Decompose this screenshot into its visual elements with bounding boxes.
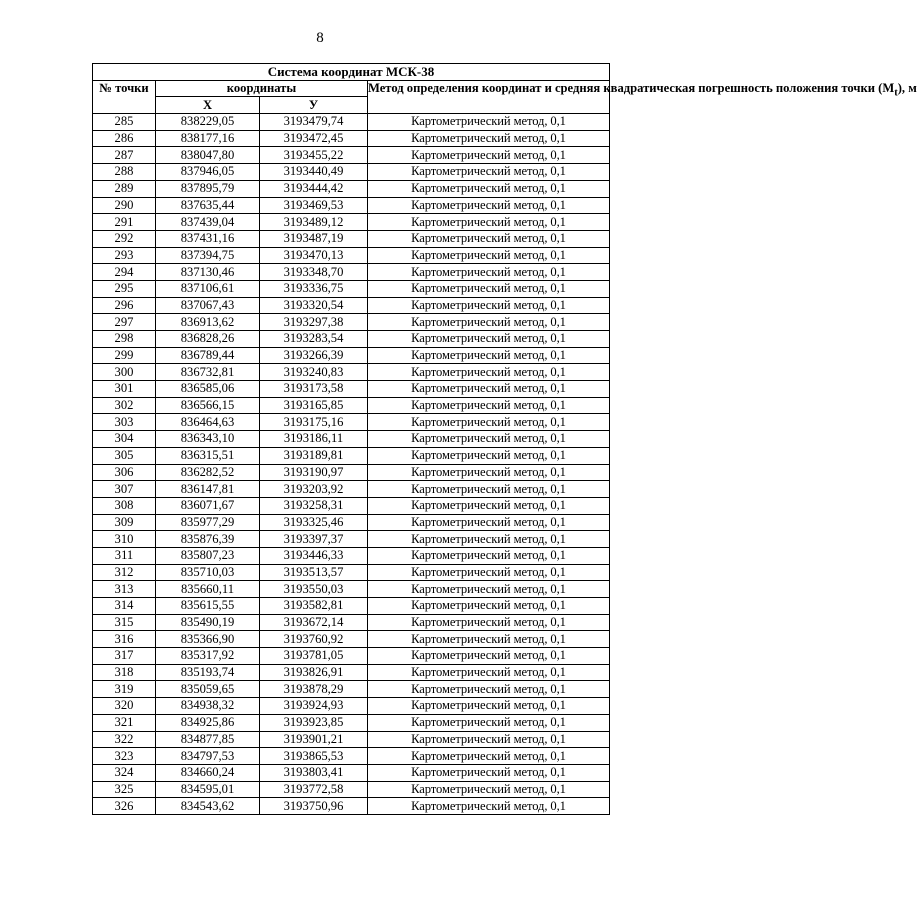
cell-point-number: 289 xyxy=(93,180,156,197)
table-row xyxy=(93,764,610,781)
cell-method: Картометрический метод, 0,1 xyxy=(368,481,610,498)
cell-point-number: 300 xyxy=(93,364,156,381)
cell-y: 3193924,93 xyxy=(260,698,368,715)
cell-x: 837067,43 xyxy=(156,297,260,314)
cell-method: Картометрический метод, 0,1 xyxy=(368,114,610,131)
cell-y: 3193550,03 xyxy=(260,581,368,598)
table-row xyxy=(93,347,610,364)
cell-method: Картометрический метод, 0,1 xyxy=(368,414,610,431)
cell-x: 835977,29 xyxy=(156,514,260,531)
cell-y: 3193750,96 xyxy=(260,798,368,815)
cell-y: 3193297,38 xyxy=(260,314,368,331)
cell-method: Картометрический метод, 0,1 xyxy=(368,514,610,531)
cell-y: 3193781,05 xyxy=(260,648,368,665)
cell-point-number: 296 xyxy=(93,297,156,314)
method-header xyxy=(368,80,917,113)
table-body xyxy=(93,114,610,815)
cell-y: 3193672,14 xyxy=(260,614,368,631)
cell-y: 3193760,92 xyxy=(260,631,368,648)
cell-method: Картометрический метод, 0,1 xyxy=(368,531,610,548)
cell-method: Картометрический метод, 0,1 xyxy=(368,264,610,281)
table-row xyxy=(93,314,610,331)
table-row xyxy=(93,748,610,765)
cell-x: 835490,19 xyxy=(156,614,260,631)
table-row xyxy=(93,197,610,214)
cell-method: Картометрический метод, 0,1 xyxy=(368,648,610,665)
cell-x: 836585,06 xyxy=(156,381,260,398)
table-row xyxy=(93,264,610,281)
cell-method: Картометрический метод, 0,1 xyxy=(368,364,610,381)
cell-y: 3193803,41 xyxy=(260,764,368,781)
cell-point-number: 311 xyxy=(93,547,156,564)
cell-method: Картометрический метод, 0,1 xyxy=(368,547,610,564)
cell-y: 3193175,16 xyxy=(260,414,368,431)
cell-x: 835807,23 xyxy=(156,547,260,564)
table-row xyxy=(93,130,610,147)
cell-point-number: 319 xyxy=(93,681,156,698)
cell-y: 3193325,46 xyxy=(260,514,368,531)
coordinates-header: координаты xyxy=(156,80,368,97)
cell-point-number: 299 xyxy=(93,347,156,364)
cell-x: 836789,44 xyxy=(156,347,260,364)
cell-point-number: 322 xyxy=(93,731,156,748)
cell-point-number: 313 xyxy=(93,581,156,598)
cell-point-number: 309 xyxy=(93,514,156,531)
cell-x: 834797,53 xyxy=(156,748,260,765)
table-row xyxy=(93,598,610,615)
cell-x: 836147,81 xyxy=(156,481,260,498)
cell-point-number: 298 xyxy=(93,331,156,348)
cell-method: Картометрический метод, 0,1 xyxy=(368,664,610,681)
table-row xyxy=(93,164,610,181)
cell-method: Картометрический метод, 0,1 xyxy=(368,431,610,448)
cell-point-number: 310 xyxy=(93,531,156,548)
table-row xyxy=(93,297,610,314)
table-row xyxy=(93,214,610,231)
table-row xyxy=(93,464,610,481)
cell-y: 3193901,21 xyxy=(260,731,368,748)
table-row xyxy=(93,514,610,531)
cell-y: 3193266,39 xyxy=(260,347,368,364)
cell-method: Картометрический метод, 0,1 xyxy=(368,164,610,181)
table-row xyxy=(93,698,610,715)
cell-point-number: 314 xyxy=(93,598,156,615)
cell-method: Картометрический метод, 0,1 xyxy=(368,564,610,581)
cell-method: Картометрический метод, 0,1 xyxy=(368,197,610,214)
cell-method: Картометрический метод, 0,1 xyxy=(368,714,610,731)
cell-y: 3193397,37 xyxy=(260,531,368,548)
method-header-text: Метод определения координат и средняя квадратическая погрешность положения точки (M xyxy=(368,80,895,95)
cell-y: 3193189,81 xyxy=(260,447,368,464)
cell-point-number: 315 xyxy=(93,614,156,631)
method-header-tail: ), м xyxy=(897,80,917,95)
cell-point-number: 308 xyxy=(93,497,156,514)
table-row xyxy=(93,414,610,431)
table-row xyxy=(93,781,610,798)
cell-x: 834925,86 xyxy=(156,714,260,731)
table-row xyxy=(93,247,610,264)
cell-point-number: 320 xyxy=(93,698,156,715)
cell-x: 838047,80 xyxy=(156,147,260,164)
cell-point-number: 297 xyxy=(93,314,156,331)
cell-y: 3193878,29 xyxy=(260,681,368,698)
table-row xyxy=(93,547,610,564)
cell-method: Картометрический метод, 0,1 xyxy=(368,598,610,615)
cell-point-number: 292 xyxy=(93,230,156,247)
coordinates-table xyxy=(92,63,917,815)
cell-x: 834660,24 xyxy=(156,764,260,781)
table-row xyxy=(93,397,610,414)
cell-method: Картометрический метод, 0,1 xyxy=(368,731,610,748)
cell-x: 835876,39 xyxy=(156,531,260,548)
cell-method: Картометрический метод, 0,1 xyxy=(368,381,610,398)
cell-x: 837130,46 xyxy=(156,264,260,281)
cell-x: 835366,90 xyxy=(156,631,260,648)
cell-y: 3193487,19 xyxy=(260,230,368,247)
table-row xyxy=(93,681,610,698)
table-row xyxy=(93,531,610,548)
table-row xyxy=(93,114,610,131)
cell-point-number: 287 xyxy=(93,147,156,164)
cell-method: Картометрический метод, 0,1 xyxy=(368,764,610,781)
cell-x: 834938,32 xyxy=(156,698,260,715)
cell-point-number: 294 xyxy=(93,264,156,281)
cell-method: Картометрический метод, 0,1 xyxy=(368,247,610,264)
y-header: У xyxy=(260,97,368,114)
cell-x: 836071,67 xyxy=(156,497,260,514)
cell-y: 3193455,22 xyxy=(260,147,368,164)
table-row xyxy=(93,648,610,665)
cell-point-number: 285 xyxy=(93,114,156,131)
table-row xyxy=(93,431,610,448)
cell-point-number: 307 xyxy=(93,481,156,498)
cell-x: 836566,15 xyxy=(156,397,260,414)
cell-x: 838177,16 xyxy=(156,130,260,147)
cell-method: Картометрический метод, 0,1 xyxy=(368,297,610,314)
cell-y: 3193336,75 xyxy=(260,280,368,297)
cell-x: 836343,10 xyxy=(156,431,260,448)
page-number: 8 xyxy=(316,30,324,46)
cell-method: Картометрический метод, 0,1 xyxy=(368,147,610,164)
table-row xyxy=(93,714,610,731)
cell-x: 836315,51 xyxy=(156,447,260,464)
cell-y: 3193772,58 xyxy=(260,781,368,798)
x-header: X xyxy=(156,97,260,114)
cell-x: 836828,26 xyxy=(156,331,260,348)
cell-x: 835710,03 xyxy=(156,564,260,581)
table-row xyxy=(93,331,610,348)
cell-point-number: 316 xyxy=(93,631,156,648)
cell-point-number: 305 xyxy=(93,447,156,464)
cell-y: 3193582,81 xyxy=(260,598,368,615)
cell-method: Картометрический метод, 0,1 xyxy=(368,781,610,798)
cell-x: 838229,05 xyxy=(156,114,260,131)
cell-x: 835660,11 xyxy=(156,581,260,598)
cell-x: 834877,85 xyxy=(156,731,260,748)
cell-point-number: 306 xyxy=(93,464,156,481)
cell-method: Картометрический метод, 0,1 xyxy=(368,631,610,648)
table-row xyxy=(93,798,610,815)
cell-point-number: 304 xyxy=(93,431,156,448)
table-row xyxy=(93,147,610,164)
cell-point-number: 301 xyxy=(93,381,156,398)
cell-y: 3193923,85 xyxy=(260,714,368,731)
cell-method: Картометрический метод, 0,1 xyxy=(368,614,610,631)
table-row xyxy=(93,497,610,514)
table-row xyxy=(93,447,610,464)
cell-method: Картометрический метод, 0,1 xyxy=(368,331,610,348)
cell-y: 3193470,13 xyxy=(260,247,368,264)
cell-method: Картометрический метод, 0,1 xyxy=(368,347,610,364)
cell-y: 3193320,54 xyxy=(260,297,368,314)
cell-y: 3193283,54 xyxy=(260,331,368,348)
cell-x: 837439,04 xyxy=(156,214,260,231)
cell-y: 3193348,70 xyxy=(260,264,368,281)
cell-method: Картометрический метод, 0,1 xyxy=(368,464,610,481)
cell-method: Картометрический метод, 0,1 xyxy=(368,314,610,331)
cell-y: 3193826,91 xyxy=(260,664,368,681)
cell-method: Картометрический метод, 0,1 xyxy=(368,681,610,698)
table-row xyxy=(93,230,610,247)
cell-point-number: 303 xyxy=(93,414,156,431)
cell-y: 3193190,97 xyxy=(260,464,368,481)
table-row xyxy=(93,180,610,197)
table-row xyxy=(93,614,610,631)
cell-method: Картометрический метод, 0,1 xyxy=(368,748,610,765)
table-row xyxy=(93,631,610,648)
cell-point-number: 286 xyxy=(93,130,156,147)
table-row xyxy=(93,731,610,748)
cell-method: Картометрический метод, 0,1 xyxy=(368,214,610,231)
cell-y: 3193469,53 xyxy=(260,197,368,214)
cell-point-number: 293 xyxy=(93,247,156,264)
cell-x: 836464,63 xyxy=(156,414,260,431)
cell-y: 3193240,83 xyxy=(260,364,368,381)
cell-point-number: 324 xyxy=(93,764,156,781)
cell-x: 837895,79 xyxy=(156,180,260,197)
method-header-subscript: t xyxy=(894,87,898,99)
cell-method: Картометрический метод, 0,1 xyxy=(368,397,610,414)
cell-y: 3193479,74 xyxy=(260,114,368,131)
cell-method: Картометрический метод, 0,1 xyxy=(368,180,610,197)
cell-method: Картометрический метод, 0,1 xyxy=(368,581,610,598)
cell-point-number: 288 xyxy=(93,164,156,181)
cell-x: 836282,52 xyxy=(156,464,260,481)
cell-x: 834595,01 xyxy=(156,781,260,798)
cell-x: 837106,61 xyxy=(156,280,260,297)
cell-point-number: 295 xyxy=(93,280,156,297)
cell-point-number: 291 xyxy=(93,214,156,231)
cell-x: 837635,44 xyxy=(156,197,260,214)
cell-point-number: 321 xyxy=(93,714,156,731)
cell-point-number: 317 xyxy=(93,648,156,665)
cell-method: Картометрический метод, 0,1 xyxy=(368,280,610,297)
table-row xyxy=(93,481,610,498)
cell-x: 837394,75 xyxy=(156,247,260,264)
table-row xyxy=(93,564,610,581)
cell-y: 3193513,57 xyxy=(260,564,368,581)
point-number-header: № точки xyxy=(93,80,156,113)
table-header xyxy=(93,64,917,114)
cell-x: 834543,62 xyxy=(156,798,260,815)
cell-method: Картометрический метод, 0,1 xyxy=(368,497,610,514)
cell-x: 837431,16 xyxy=(156,230,260,247)
cell-point-number: 323 xyxy=(93,748,156,765)
cell-method: Картометрический метод, 0,1 xyxy=(368,130,610,147)
cell-y: 3193165,85 xyxy=(260,397,368,414)
cell-x: 835615,55 xyxy=(156,598,260,615)
cell-point-number: 325 xyxy=(93,781,156,798)
cell-y: 3193446,33 xyxy=(260,547,368,564)
cell-method: Картометрический метод, 0,1 xyxy=(368,798,610,815)
cell-y: 3193444,42 xyxy=(260,180,368,197)
coordinate-system-title: Система координат МСК-38 xyxy=(93,64,610,81)
cell-y: 3193186,11 xyxy=(260,431,368,448)
cell-method: Картометрический метод, 0,1 xyxy=(368,230,610,247)
cell-point-number: 326 xyxy=(93,798,156,815)
table-row xyxy=(93,581,610,598)
cell-x: 835059,65 xyxy=(156,681,260,698)
cell-point-number: 318 xyxy=(93,664,156,681)
table-row xyxy=(93,381,610,398)
table-row xyxy=(93,664,610,681)
cell-y: 3193203,92 xyxy=(260,481,368,498)
cell-y: 3193173,58 xyxy=(260,381,368,398)
cell-x: 836732,81 xyxy=(156,364,260,381)
cell-x: 835317,92 xyxy=(156,648,260,665)
cell-x: 836913,62 xyxy=(156,314,260,331)
cell-point-number: 302 xyxy=(93,397,156,414)
cell-point-number: 312 xyxy=(93,564,156,581)
cell-method: Картометрический метод, 0,1 xyxy=(368,698,610,715)
table-row xyxy=(93,280,610,297)
cell-y: 3193472,45 xyxy=(260,130,368,147)
cell-point-number: 290 xyxy=(93,197,156,214)
cell-y: 3193865,53 xyxy=(260,748,368,765)
cell-y: 3193489,12 xyxy=(260,214,368,231)
table-row xyxy=(93,364,610,381)
cell-x: 837946,05 xyxy=(156,164,260,181)
cell-y: 3193440,49 xyxy=(260,164,368,181)
cell-y: 3193258,31 xyxy=(260,497,368,514)
cell-x: 835193,74 xyxy=(156,664,260,681)
cell-method: Картометрический метод, 0,1 xyxy=(368,447,610,464)
